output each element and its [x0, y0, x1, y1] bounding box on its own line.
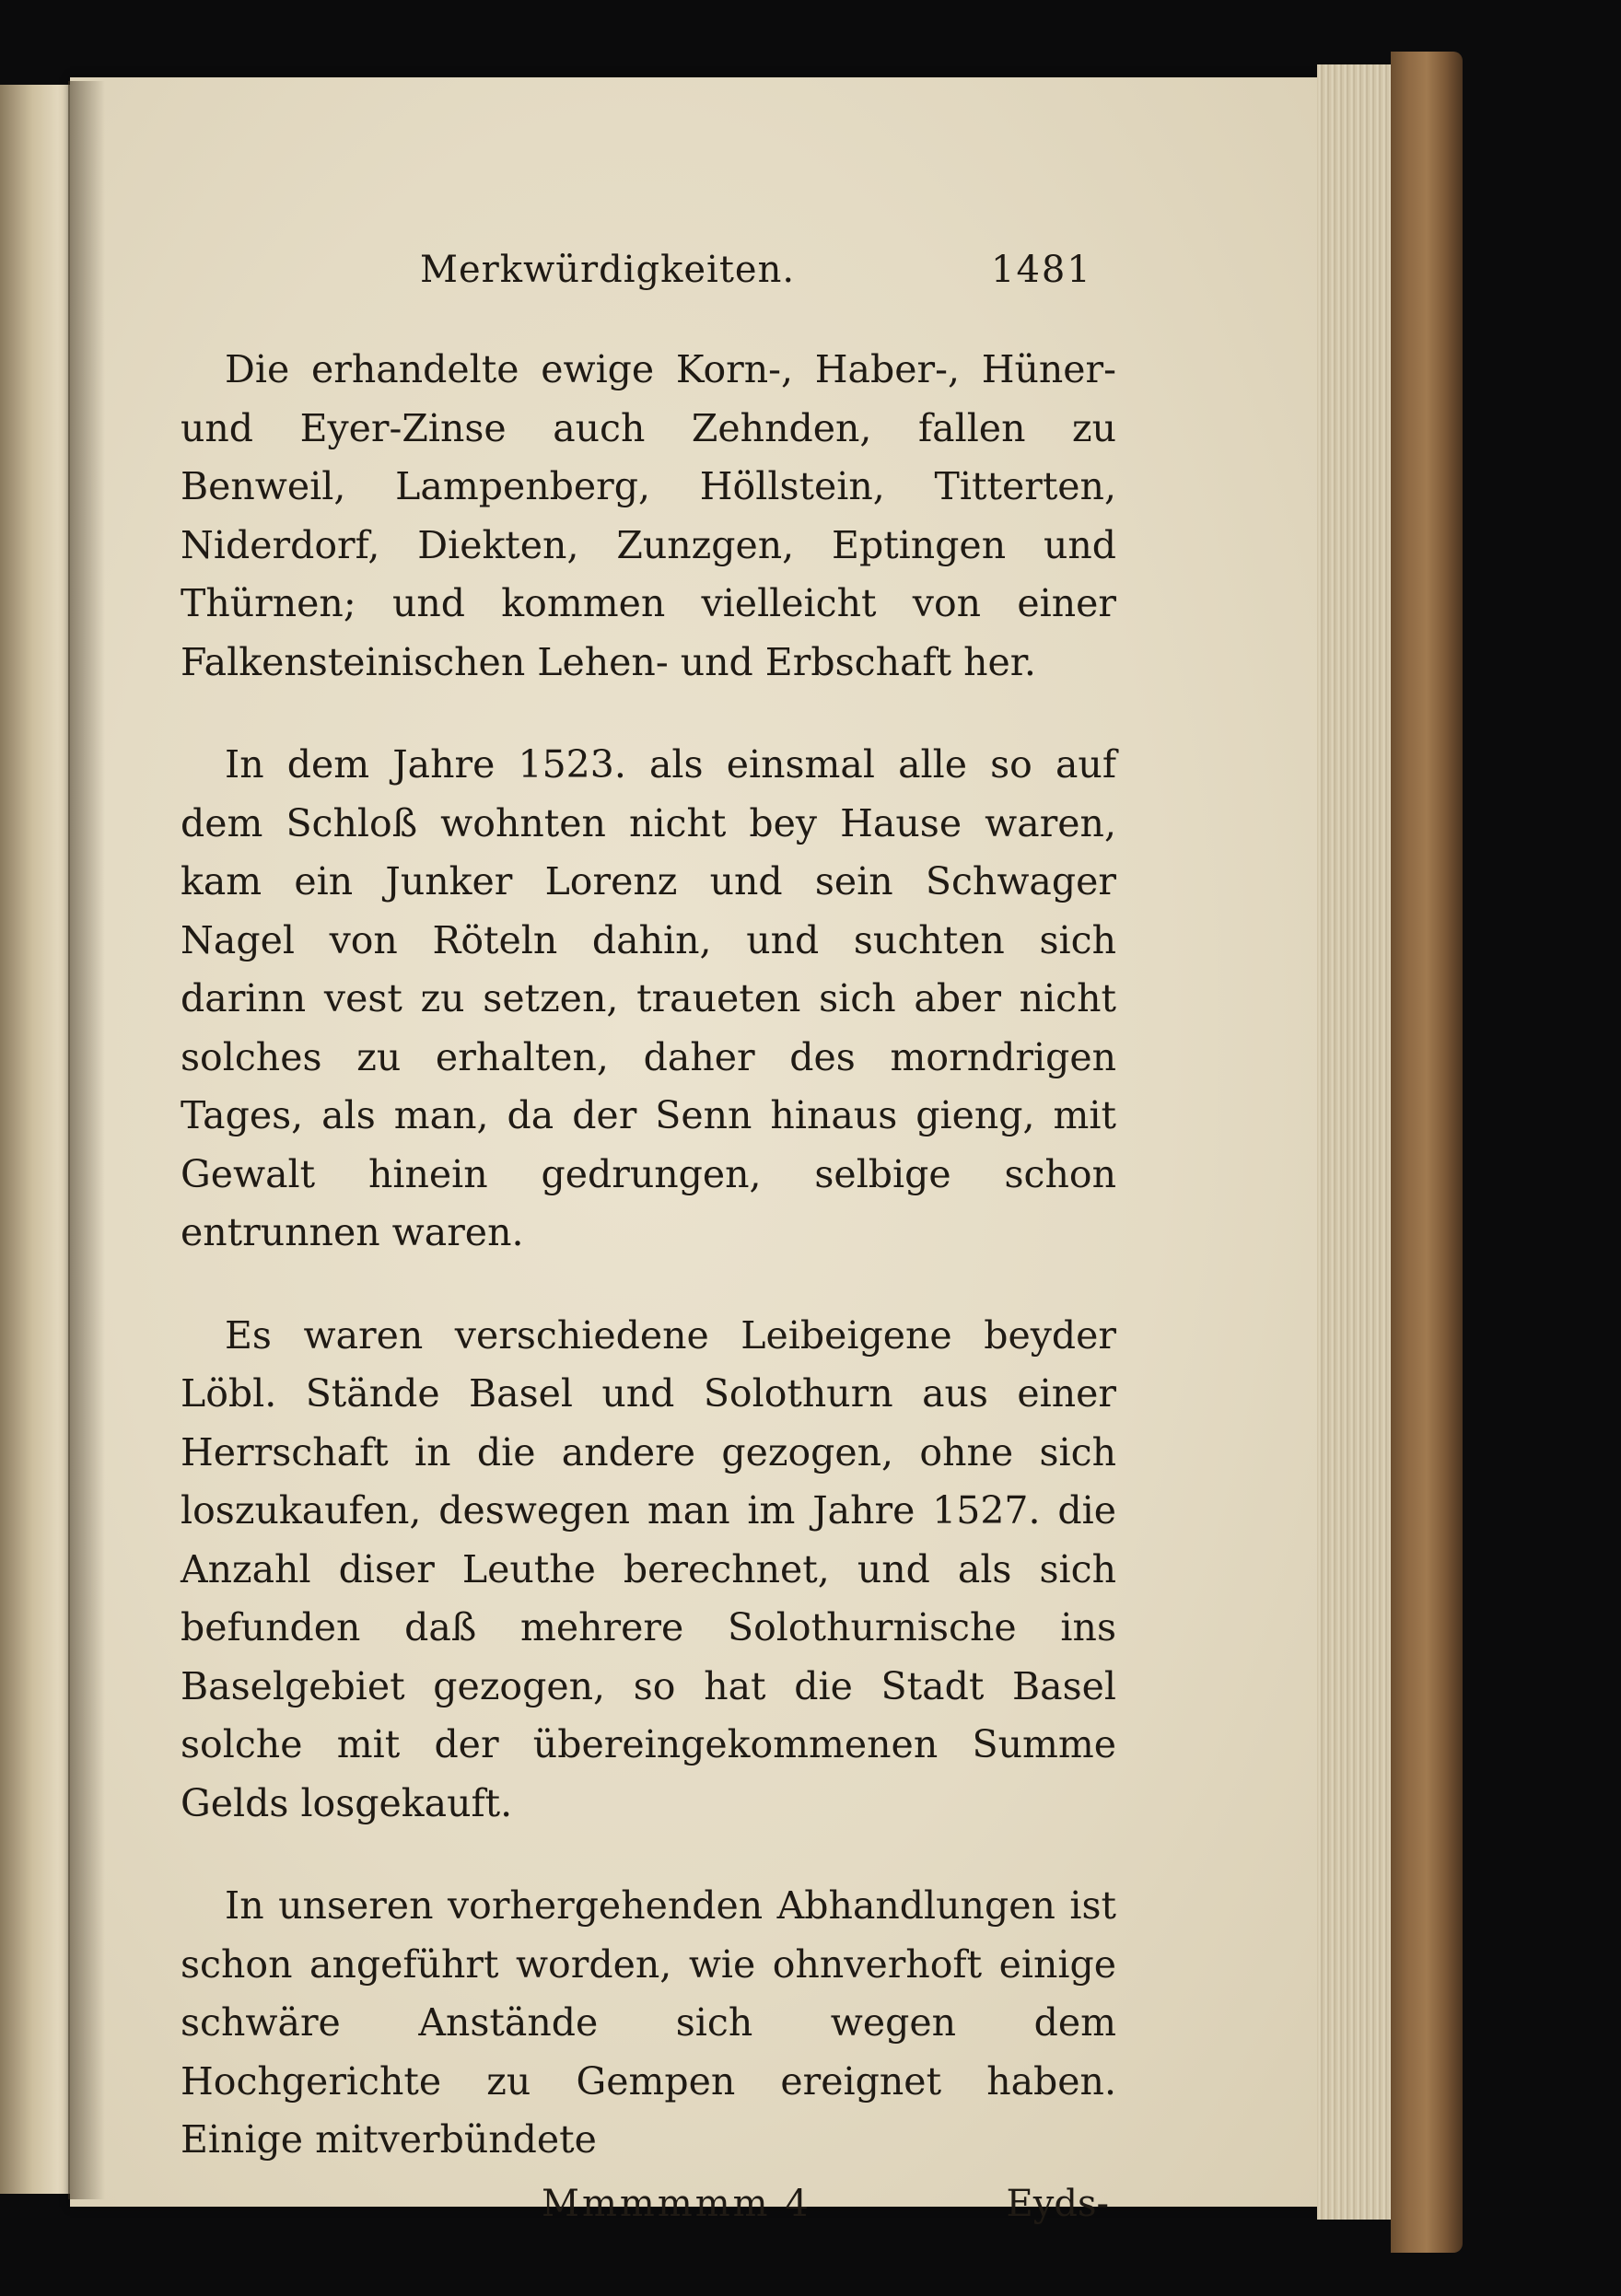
paragraph-2: In dem Jahre 1523. als einsmal alle so auf dem Schloß wohnten nicht bey Hause waren, kam ein Junker Lorenz und sein Schwager Nagel von Röteln dahin, und suchten sich darinn vest zu setzen, traueten sich aber nicht solches zu erhalten, daher des morndrigen Tages, als man, da der Senn hinaus gieng, mit Gewalt hinein gedrungen, selbige schon entrunnen waren. — [181, 742, 1116, 1254]
previous-page-edge — [0, 85, 74, 2194]
paragraph-3: Es waren verschiedene Leibeigene beyder Löbl. Stände Basel und Solothurn aus einer Herrschaft in die andere gezogen, ohne sich loszukaufen, deswegen man im Jahre 1527. die Anzahl diser Leuthe berechnet, und als sich befunden daß mehrere Solothurnische ins Baselgebiet gezogen, so hat die Stadt Basel solche mit der übereingekommenen Summe Gelds losgekauft. — [181, 1312, 1116, 1825]
leather-binding — [1391, 52, 1463, 2253]
page-number: 1481 — [991, 249, 1092, 291]
page-stack-edges — [1317, 64, 1394, 2220]
paragraph-1: Die erhandelte ewige Korn-, Haber-, Hüner- und Eyer-Zinse auch Zehnden, fallen zu Benweil, Lampenberg, Höllstein, Titterten, Niderdorf, Diekten, Zunzgen, Eptingen und Thürnen; und kommen vielleicht von einer Falkensteinischen Lehen- und Erbschaft her. — [181, 347, 1116, 684]
page-header — [181, 241, 1116, 306]
gutter-shadow — [68, 81, 105, 2199]
catchword: Eyds- — [1006, 2182, 1109, 2225]
page-text-block — [181, 241, 1116, 2244]
page-footer — [181, 2183, 1116, 2244]
signature-mark: Mmmmmm 4 — [542, 2182, 811, 2225]
running-head: Merkwürdigkeiten. — [420, 249, 796, 291]
paragraph-4: In unseren vorhergehenden Abhandlungen ist schon angeführt worden, wie ohnverhoft einige schwäre Anstände sich wegen dem Hochgerichte zu Gempen ereignet haben. Einige mitverbündete — [181, 1883, 1116, 2162]
